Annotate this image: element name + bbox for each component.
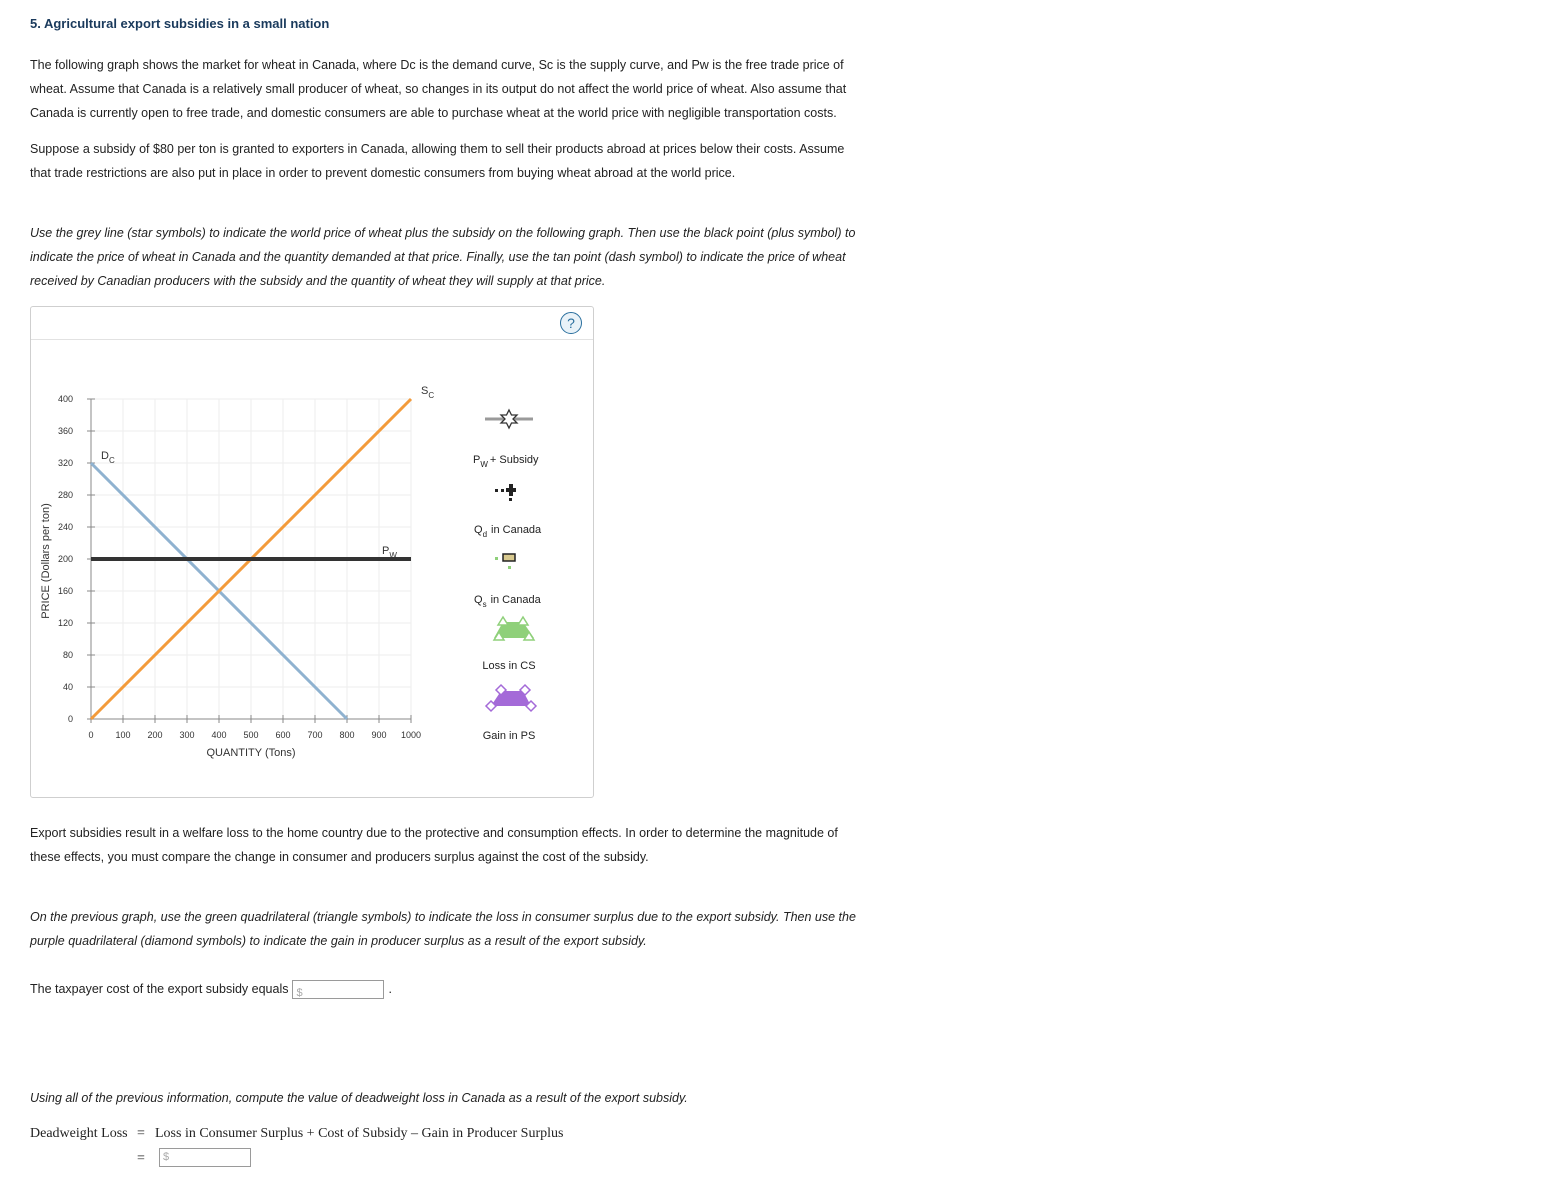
dot-icon bbox=[509, 498, 512, 501]
y-tick-label: 320 bbox=[57, 458, 73, 468]
dot-icon bbox=[495, 489, 498, 492]
welfare-paragraph bbox=[30, 821, 950, 869]
x-tick-label: 100 bbox=[115, 730, 131, 740]
x-tick-label: 200 bbox=[147, 730, 163, 740]
y-tick-label: 200 bbox=[57, 554, 73, 564]
y-axis-title: PRICE (Dollars per ton) bbox=[40, 503, 52, 619]
tool-label-gain-ps: Gain in PS bbox=[482, 730, 536, 742]
instruction2-line: On the previous graph, use the green quadrilateral (triangle symbols) to indicate the loss in consumer surplus due to the export subsidy. Then use the bbox=[30, 910, 856, 924]
loss-in-cs-tool[interactable] bbox=[482, 617, 535, 672]
question-title: 5. Agricultural export subsidies in a small nation bbox=[30, 16, 330, 31]
intro-line: The following graph shows the market for wheat in Canada, where Dc is the demand curve, Sc is the supply curve, and Pw is the free trade price of bbox=[30, 58, 844, 72]
instruction-line: Use the grey line (star symbols) to indicate the world price of wheat plus the subsidy on the following graph. Then use the black point (plus symbol) to bbox=[30, 226, 856, 240]
instruction-paragraph bbox=[30, 221, 950, 293]
x-tick-label: 300 bbox=[179, 730, 195, 740]
x-tick-label: 900 bbox=[371, 730, 387, 740]
y-tick-label: 160 bbox=[57, 586, 73, 596]
instruction-line: received by Canadian producers with the subsidy and the quantity of wheat they will supply at that price. bbox=[30, 274, 606, 288]
welfare-line: Export subsidies result in a welfare loss to the home country due to the protective and consumption effects. In order to determine the magnitude of bbox=[30, 826, 838, 840]
dwl-label: Deadweight Loss bbox=[30, 1126, 128, 1141]
x-tick-label: 800 bbox=[339, 730, 355, 740]
dwl-equals-2: = bbox=[137, 1151, 145, 1166]
y-tick-label: 360 bbox=[57, 426, 73, 436]
instruction-line: indicate the price of wheat in Canada and the quantity demanded at that price. Finally, use the tan point (dash symbol) to indicate the price of wheat bbox=[30, 250, 846, 264]
help-button[interactable]: ? bbox=[560, 312, 582, 334]
instruction2-line: purple quadrilateral (diamond symbols) to indicate the gain in producer surplus as a result of the export subsidy. bbox=[30, 934, 647, 948]
x-tick-label: 400 bbox=[211, 730, 227, 740]
y-tick-label: 120 bbox=[57, 618, 73, 628]
subsidy-line: that trade restrictions are also put in place in order to prevent domestic consumers from buying wheat abroad at the world price. bbox=[30, 166, 736, 180]
x-tick-label: 1000 bbox=[400, 730, 422, 740]
y-tick-label: 280 bbox=[57, 490, 73, 500]
taxpayer-row bbox=[30, 979, 392, 999]
y-tick-label: 40 bbox=[62, 682, 73, 692]
triangle-icon bbox=[498, 617, 508, 625]
market-graph[interactable] bbox=[31, 307, 593, 797]
sentence-period: . bbox=[388, 982, 392, 996]
currency-prefix: $ bbox=[163, 1151, 170, 1163]
instruction2-paragraph bbox=[30, 905, 950, 953]
tool-label-loss-cs: Loss in CS bbox=[482, 660, 536, 672]
x-tick-label: 700 bbox=[307, 730, 323, 740]
tool-label-qd: $Q_d$ in Canada bbox=[474, 524, 542, 539]
dwl-formula: Loss in Consumer Surplus + Cost of Subsidy – Gain in Producer Surplus bbox=[155, 1126, 564, 1141]
world-price-label: $P_W$ bbox=[382, 545, 397, 560]
subsidy-line: Suppose a subsidy of $80 per ton is granted to exporters in Canada, allowing them to sell their products abroad at prices below their costs. Assume bbox=[30, 142, 845, 156]
graph-panel bbox=[30, 306, 594, 798]
tool-label-qs: $Q_s$ in Canada bbox=[474, 594, 541, 609]
plus-icon bbox=[509, 484, 513, 496]
currency-prefix: $ bbox=[296, 986, 303, 999]
dot-icon bbox=[495, 557, 498, 560]
gain-in-ps-tool[interactable] bbox=[483, 685, 536, 742]
qd-tool[interactable] bbox=[474, 484, 542, 539]
dash-icon bbox=[503, 554, 515, 561]
y-tick-label: 400 bbox=[57, 394, 73, 404]
world-plus-subsidy-tool[interactable] bbox=[473, 410, 539, 469]
x-tick-label: 0 bbox=[88, 730, 94, 740]
intro-line: Canada is currently open to free trade, and domestic consumers are able to purchase wheat at the world price with negligible transportation costs. bbox=[30, 106, 837, 120]
qs-tool[interactable] bbox=[474, 554, 542, 609]
tool-label-pw-subsidy: $P_W$ + Subsidy bbox=[473, 454, 539, 469]
demand-curve-label: $D_C$ bbox=[101, 450, 115, 465]
intro-paragraph bbox=[30, 53, 950, 125]
taxpayer-label: The taxpayer cost of the export subsidy equals bbox=[30, 982, 289, 996]
triangle-icon bbox=[518, 617, 528, 625]
y-tick-label: 240 bbox=[57, 522, 73, 532]
deadweight-prompt: Using all of the previous information, compute the value of deadweight loss in Canada as a result of the export subsidy. bbox=[30, 1091, 688, 1105]
dot-icon bbox=[508, 566, 511, 569]
x-tick-label: 500 bbox=[243, 730, 259, 740]
intro-line: wheat. Assume that Canada is a relatively small producer of wheat, so changes in its output do not affect the world price of wheat. Also assume that bbox=[30, 82, 847, 96]
welfare-line: these effects, you must compare the change in consumer and producers surplus against the cost of the subsidy. bbox=[30, 850, 649, 864]
dot-icon bbox=[501, 489, 504, 492]
supply-curve-label: $S_C$ bbox=[421, 385, 435, 400]
y-tick-label: 80 bbox=[62, 650, 73, 660]
dwl-equals-1: = bbox=[137, 1126, 145, 1141]
x-tick-label: 600 bbox=[275, 730, 291, 740]
x-axis-title: QUANTITY (Tons) bbox=[206, 747, 296, 759]
taxpayer-cost-input[interactable] bbox=[292, 980, 384, 999]
subsidy-paragraph bbox=[30, 137, 950, 185]
deadweight-loss-input[interactable] bbox=[159, 1148, 251, 1167]
y-tick-label: 0 bbox=[67, 714, 73, 724]
